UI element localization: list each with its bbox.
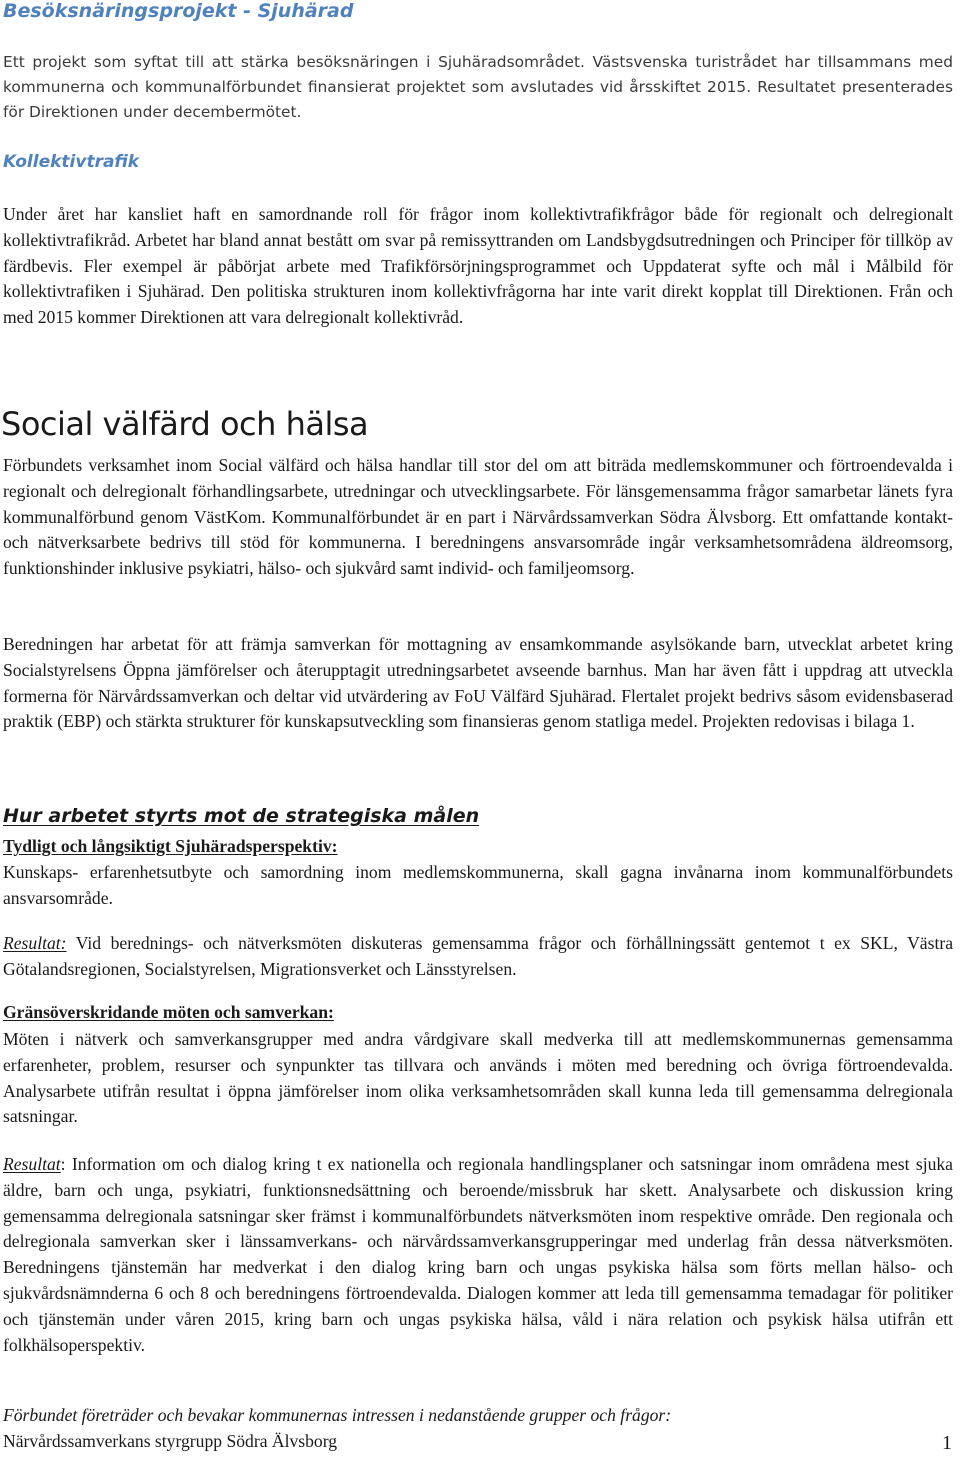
goal-1-label: Tydligt och långsiktigt Sjuhäradsperspektiv: <box>3 836 338 856</box>
result-2-label: Resultat <box>3 1154 61 1174</box>
result-1 <box>3 931 953 983</box>
groups-intro: Förbundet företräder och bevakar kommunernas intressen i nedanstående grupper och frågor: <box>3 1405 672 1425</box>
heading-besoksnaringsprojekt: Besöksnäringsprojekt - Sjuhärad <box>3 0 354 22</box>
result-2 <box>3 1152 953 1358</box>
goal-1-body: Kunskaps- erfarenhetsutbyte och samordning inom medlemskommunerna, skall gagna invånarna inom kommunalförbundets ansvarsområde. <box>3 862 953 908</box>
goal-2-body: Möten i nätverk och samverkansgrupper med andra vårdgivare skall medverka till att medlemskommunernas gemensamma erfarenheter, problem, resurser och synpunkter tas tillvara och används i möten med beredning och övriga förtroendevalda. Analysarbete utifrån resultat i öppna jämförelser inom olika verksamhetsområden skall kunna leda till gemensamma delregionala satsningar. <box>3 1029 953 1127</box>
group-item: Närvårdssamverkans styrgrupp Södra Älvsborg <box>3 1431 338 1451</box>
heading-kollektivtrafik: Kollektivtrafik <box>3 152 140 172</box>
page-number: 1 <box>942 1432 952 1454</box>
result-1-body: Vid berednings- och nätverksmöten diskuteras gemensamma frågor och förhållningssätt gentemot t ex SKL, Västra Götalandsregionen, Socialstyrelsen, Migrationsverket och Länsstyrelsen. <box>3 933 953 979</box>
goal-2-label: Gränsöverskridande möten och samverkan: <box>3 1002 334 1022</box>
heading-social-valfard: Social välfärd och hälsa <box>1 405 369 443</box>
paragraph-kollektivtrafik: Under året har kansliet haft en samordnande roll för frågor inom kollektivtrafikfrågor både för regionalt och delregionalt kollektivtrafikråd. Arbetet har bland annat bestått om svar på remissyttranden om Landsbygdsutredningen och Principer för tillköp av färdbevis. Fler exempel är påbörjat arbete med Trafikförsörjningsprogrammet och Uppdaterat syfte och mål i Målbild för kollektivtrafiken i Sjuhärad. Den politiska strukturen inom kollektivfrågorna har inte varit direkt kopplat till Direktionen. Från och med 2015 kommer Direktionen att vara delregionalt kollektivråd. <box>3 204 953 328</box>
paragraph-social-2: Beredningen har arbetat för att främja samverkan för mottagning av ensamkommande asylsökande barn, utvecklat arbetet kring Socialstyrelsens Öppna jämförelser och återupptagit utredningsarbetet avseende barnhus. Man har även fått i uppdrag att utveckla formerna för Närvårdssamverkan och deltar vid utvärdering av FoU Välfärd Sjuhärad. Flertalet projekt bedrivs såsom evidensbaserad praktik (EBP) och stärkta strukturer för kunskapsutveckling som finansieras genom statliga medel. Projekten redovisas i bilaga 1. <box>3 634 953 732</box>
result-1-label: Resultat: <box>3 933 67 953</box>
result-2-body: : Information om och dialog kring t ex nationella och regionala handlingsplaner och satsningar inom områdena mest sjuka äldre, barn och unga, psykiatri, funktionsnedsättning och beroende/missbruk har skett. Analysarbete och diskussion kring gemensamma delregionala satsningar sker främst i kommunalförbundets nätverksmöten inom respektive område. Den regionala och delregionala samverkan sker i länssamverkans- och närvårdssamverkansgrupperingar med underlag från dessa nätverksmöten. Beredningens tjänstemän har medverkat i den dialog kring barn och ungas psykiska hälsa som förts mellan hälso- och sjukvårdsnämnderna 6 och 8 och beredningens förtroendevalda. Dialogen kommer att leda till gemensamma temadagar för politiker och tjänstemän under våren 2015, kring barn och ungas psykiska hälsa, våld i nära relation och psykisk hälsa utifrån ett folkhälsoperspektiv. <box>3 1154 953 1355</box>
paragraph-social-1: Förbundets verksamhet inom Social välfärd och hälsa handlar till stor del om att biträda medlemskommuner och förtroendevalda i regionalt och delregionalt förhandlingsarbete, utredningar och utvecklingsarbete. För länsgemensamma frågor samarbetar länets fyra kommunalförbund genom VästKom. Kommunalförbundet är en part i Närvårdssamverkan Södra Älvsborg. Ett omfattande kontakt- och nätverksarbete bedrivs till stöd för kommunerna. I beredningens ansvarsområde ingår verksamhetsområdena äldreomsorg, funktionshinder inklusive psykiatri, hälso- och sjukvård samt individ- och familjeomsorg. <box>3 455 953 579</box>
heading-strategiska-malen: Hur arbetet styrts mot de strategiska målen <box>3 805 480 827</box>
paragraph-besoksnaring: Ett projekt som syftat till att stärka besöksnäringen i Sjuhäradsområdet. Västsvenska turistrådet har tillsammans med kommunerna och kommunalförbundet finansierat projektet som avslutades vid årsskiftet 2015. Resultatet presenterades för Direktionen under decembermötet. <box>3 53 953 122</box>
